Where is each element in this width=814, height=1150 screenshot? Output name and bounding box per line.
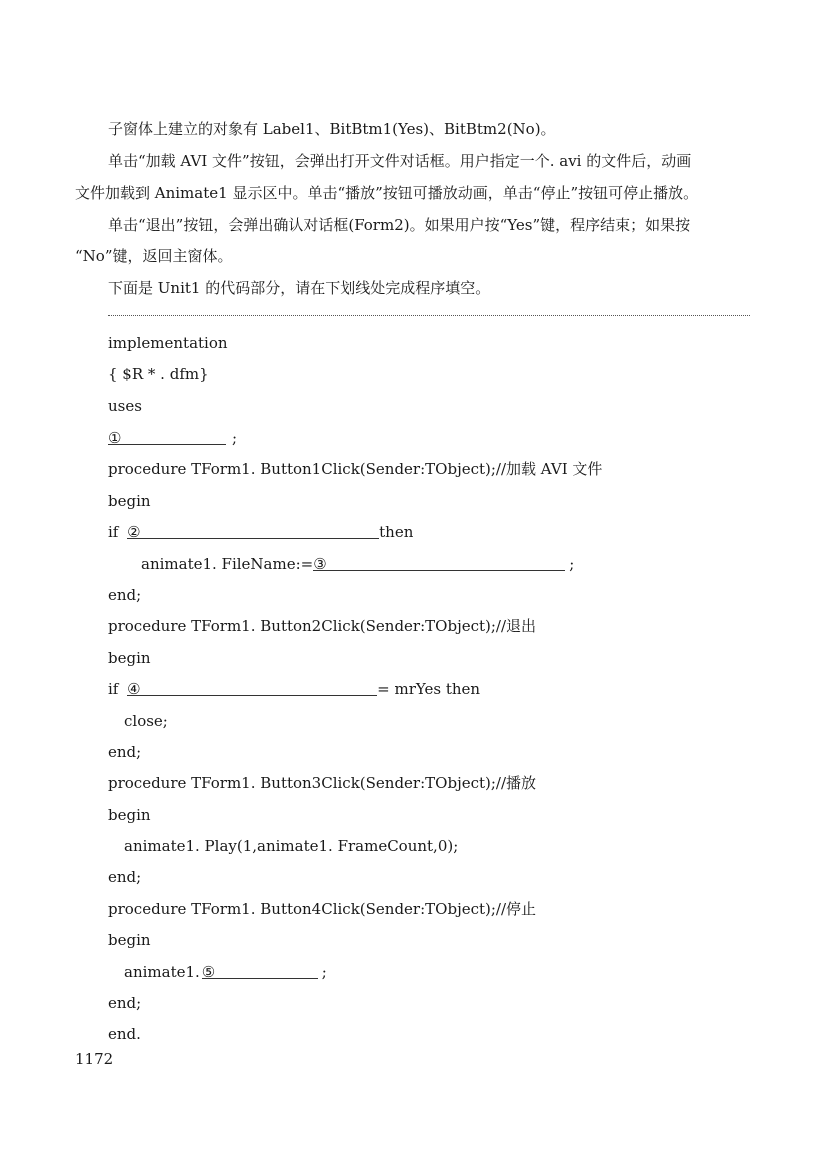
code-line-play: animate1. Play(1,animate1. FrameCount,0); bbox=[124, 837, 459, 855]
fill-blank-3 bbox=[313, 554, 565, 571]
blank-marker-5: ⑤ bbox=[201, 963, 216, 981]
code-keyword-if: if bbox=[108, 680, 119, 698]
code-line-implementation: implementation bbox=[108, 334, 228, 352]
code-animate-prefix: animate1. bbox=[124, 963, 200, 981]
code-terminator: ; bbox=[232, 429, 238, 447]
intro-paragraph-1: 子窗体上建立的对象有 Label1、BitBtm1(Yes)、BitBtm2(No)。 bbox=[108, 120, 556, 138]
code-line-filename bbox=[141, 554, 574, 574]
code-line-resource: { $R * . dfm} bbox=[108, 365, 209, 383]
code-terminator: ; bbox=[569, 555, 575, 573]
code-line-button4-proc: procedure TForm1. Button4Click(Sender:TObject);//停止 bbox=[108, 900, 537, 918]
code-line-begin-3: begin bbox=[108, 806, 151, 824]
code-terminator: ; bbox=[321, 963, 327, 981]
code-line-blank-1 bbox=[108, 428, 237, 448]
code-line-close: close; bbox=[124, 712, 168, 730]
code-line-stop bbox=[124, 962, 327, 982]
code-line-begin-4: begin bbox=[108, 931, 151, 949]
blank-marker-1: ① bbox=[108, 429, 122, 447]
code-line-begin-1: begin bbox=[108, 492, 151, 510]
code-line-begin-2: begin bbox=[108, 649, 151, 667]
code-mryes-then: = mrYes then bbox=[377, 680, 481, 698]
code-line-button3-proc: procedure TForm1. Button3Click(Sender:TObject);//播放 bbox=[108, 774, 537, 792]
intro-paragraph-3-line-2: “No”键，返回主窗体。 bbox=[75, 247, 233, 265]
code-keyword-if: if bbox=[108, 523, 119, 541]
page-number: 1172 bbox=[75, 1050, 114, 1068]
blank-marker-4: ④ bbox=[127, 680, 141, 698]
code-line-end-4: end; bbox=[108, 994, 142, 1012]
intro-paragraph-2-line-1: 单击“加载 AVI 文件”按钮，会弹出打开文件对话框。用户指定一个. avi 的文件后，动画 bbox=[108, 152, 692, 170]
section-divider bbox=[108, 315, 750, 316]
blank-marker-3: ③ bbox=[313, 555, 327, 573]
code-filename-assign: animate1. FileName:= bbox=[141, 555, 314, 573]
code-line-end-1: end; bbox=[108, 586, 142, 604]
code-line-uses: uses bbox=[108, 397, 142, 415]
intro-paragraph-3-line-1: 单击“退出”按钮，会弹出确认对话框(Form2)。如果用户按“Yes”键，程序结束；如果按 bbox=[108, 216, 691, 234]
fill-blank-2 bbox=[127, 522, 379, 539]
code-line-end-2: end; bbox=[108, 743, 142, 761]
code-keyword-then: then bbox=[379, 523, 414, 541]
fill-blank-4 bbox=[127, 679, 377, 696]
code-line-if-open bbox=[108, 522, 413, 542]
fill-blank-1 bbox=[108, 428, 226, 445]
code-line-if-confirm bbox=[108, 679, 480, 699]
blank-marker-2: ② bbox=[127, 523, 141, 541]
code-line-end-3: end; bbox=[108, 868, 142, 886]
fill-blank-5 bbox=[202, 962, 318, 979]
intro-paragraph-4: 下面是 Unit1 的代码部分，请在下划线处完成程序填空。 bbox=[108, 279, 491, 297]
code-line-button1-proc: procedure TForm1. Button1Click(Sender:TObject);//加载 AVI 文件 bbox=[108, 460, 603, 478]
intro-paragraph-2-line-2: 文件加载到 Animate1 显示区中。单击“播放”按钮可播放动画，单击“停止”按钮可停止播放。 bbox=[75, 184, 699, 202]
code-line-button2-proc: procedure TForm1. Button2Click(Sender:TObject);//退出 bbox=[108, 617, 537, 635]
code-line-end-final: end. bbox=[108, 1025, 141, 1043]
